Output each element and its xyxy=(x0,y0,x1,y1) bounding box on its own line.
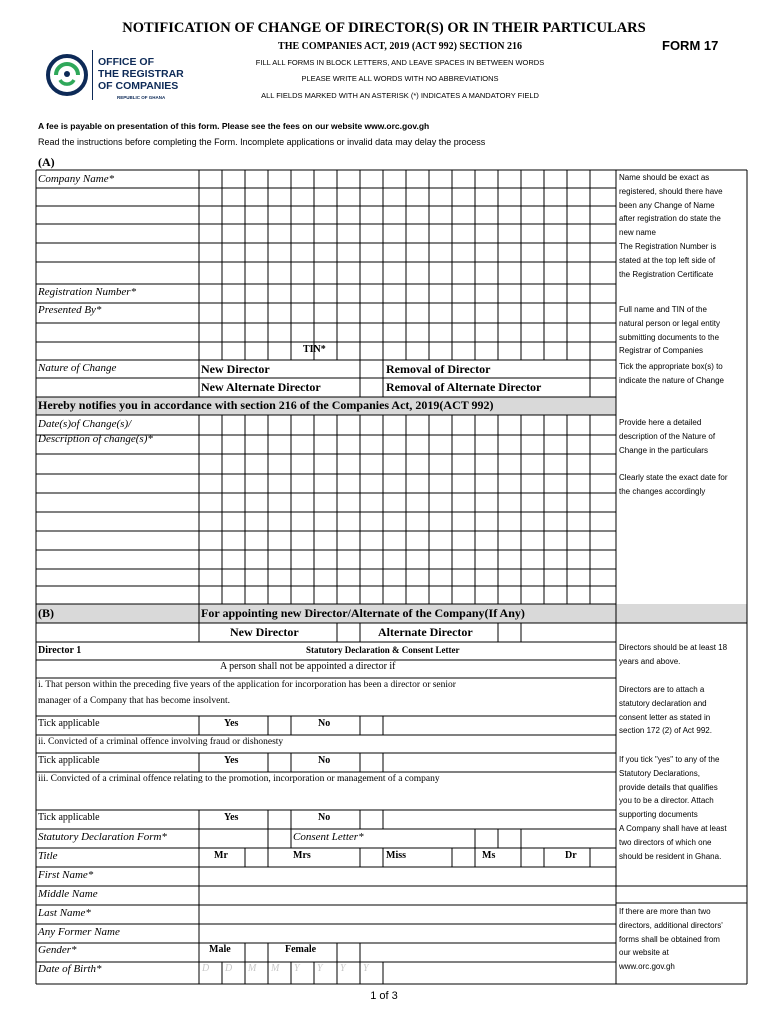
note-description xyxy=(619,416,745,457)
note-line: Directors are to attach a xyxy=(619,685,705,694)
yes-3: Yes xyxy=(224,812,239,823)
note-line: provide details that qualifies xyxy=(619,782,718,792)
note-line: you to be a director. Attach xyxy=(619,796,714,806)
note-line: section 172 (2) of Act 992. xyxy=(619,726,712,736)
title-miss: Miss xyxy=(386,850,406,861)
condition-1a: i. That person within the preceding five years of the application for incorporation has been a director or senior xyxy=(38,680,456,690)
new-director-option: New Director xyxy=(201,362,270,376)
fee-notice: A fee is payable on presentation of this form. Please see the fees on our website www.orc.gov.gh xyxy=(38,121,430,131)
title-dr: Dr xyxy=(565,850,577,861)
middle-name-label: Middle Name xyxy=(38,888,98,900)
statutory-heading: Statutory Declaration & Consent Letter xyxy=(306,645,460,655)
gender-label: Gender* xyxy=(38,944,77,956)
former-name-label: Any Former Name xyxy=(38,926,120,938)
notify-banner: Hereby notifies you in accordance with section 216 of the Companies Act, 2019(ACT 992) xyxy=(38,398,494,412)
title-ms: Ms xyxy=(482,850,496,861)
new-alternate-option: New Alternate Director xyxy=(201,380,321,394)
note-line: Directors should be at least 18 xyxy=(619,643,728,652)
dob-label: Date of Birth* xyxy=(38,963,102,975)
note-line: natural person or legal entity xyxy=(619,318,720,328)
note-more-directors xyxy=(619,905,745,974)
removal-director-option: Removal of Director xyxy=(386,362,491,376)
note-line: directors, additional directors' xyxy=(619,920,723,930)
dob-placeholder: Y xyxy=(317,963,323,974)
note-line: registered, should there have xyxy=(619,186,723,196)
note-line: If there are more than two xyxy=(619,907,711,916)
note-resident xyxy=(619,822,745,863)
form-title: NOTIFICATION OF CHANGE OF DIRECTOR(S) OR IN THEIR PARTICULARS xyxy=(122,20,646,36)
note-age xyxy=(619,641,745,669)
title-mrs: Mrs xyxy=(293,850,311,861)
gender-male: Male xyxy=(209,944,231,955)
condition-2: ii. Convicted of a criminal offence involving fraud or dishonesty xyxy=(38,737,284,747)
dob-placeholder: M xyxy=(248,963,257,974)
note-line: stated at the top left side of xyxy=(619,255,716,265)
no-3: No xyxy=(318,812,331,823)
note-yes xyxy=(619,753,745,822)
title-mr: Mr xyxy=(214,850,228,861)
note-tick xyxy=(619,360,745,388)
yes-2: Yes xyxy=(224,755,239,766)
note-line: Name should be exact as xyxy=(619,173,710,182)
section-a-label: (A) xyxy=(38,155,55,169)
presented-by-label: Presented By* xyxy=(38,304,102,316)
no-1: No xyxy=(318,718,331,729)
date-change-label: Date(s)of Change(s)/ xyxy=(38,418,132,430)
consent-letter-label: Consent Letter* xyxy=(293,831,364,843)
note-line: new name xyxy=(619,228,656,238)
note-line: Statutory Declarations, xyxy=(619,768,700,778)
note-line: years and above. xyxy=(619,656,681,666)
note-line: www.orc.gov.gh xyxy=(619,962,675,972)
last-name-label: Last Name* xyxy=(38,907,91,919)
note-line: Full name and TIN of the xyxy=(619,305,707,314)
tick-applicable-2: Tick applicable xyxy=(38,755,100,766)
note-line: submitting documents to the xyxy=(619,332,720,342)
note-line: our website at xyxy=(619,948,669,958)
note-line: Change in the particulars xyxy=(619,445,708,455)
note-line: statutory declaration and xyxy=(619,698,707,708)
first-name-label: First Name* xyxy=(38,869,94,881)
note-attach xyxy=(619,683,745,738)
company-name-label: Company Name* xyxy=(38,173,115,185)
note-line: Registrar of Companies xyxy=(619,346,704,356)
tick-applicable-3: Tick applicable xyxy=(38,812,100,823)
page-number: 1 of 3 xyxy=(370,990,398,1002)
director-1-label: Director 1 xyxy=(38,645,82,656)
note-company-name xyxy=(619,171,745,281)
instructions-notice: Read the instructions before completing the Form. Incomplete applications or invalid data may delay the process xyxy=(38,137,486,147)
registration-number-label: Registration Number* xyxy=(38,286,137,298)
note-line: the changes accordingly xyxy=(619,486,706,496)
dob-placeholder: D xyxy=(225,963,233,974)
removal-alternate-option: Removal of Alternate Director xyxy=(386,380,542,394)
dob-placeholder: Y xyxy=(294,963,300,974)
note-line: two directors of which one xyxy=(619,837,712,847)
note-line: should be resident in Ghana. xyxy=(619,851,722,861)
title-label: Title xyxy=(38,850,58,862)
statutory-form-label: Statutory Declaration Form* xyxy=(38,831,167,843)
note-line: A Company shall have at least xyxy=(619,824,727,833)
act-reference: THE COMPANIES ACT, 2019 (ACT 992) SECTION 216 xyxy=(278,41,522,52)
instruction-block-letters: FILL ALL FORMS IN BLOCK LETTERS, AND LEAVE SPACES IN BETWEEN WORDS xyxy=(255,58,545,67)
note-line: after registration do state the xyxy=(619,214,721,224)
dob-placeholder: M xyxy=(271,963,280,974)
nature-of-change-label: Nature of Change xyxy=(38,362,117,374)
note-date xyxy=(619,471,745,499)
note-line: If you tick "yes" to any of the xyxy=(619,755,720,764)
note-line: been any Change of Name xyxy=(619,200,715,210)
note-line: consent letter as stated in xyxy=(619,712,711,722)
section-b-label: (B) xyxy=(38,606,54,620)
note-line: description of the Nature of xyxy=(619,431,716,441)
note-line: indicate the nature of Change xyxy=(619,375,724,385)
description-change-label: Description of change(s)* xyxy=(38,433,153,445)
condition-1b: manager of a Company that has become insolvent. xyxy=(38,696,231,706)
form-number: FORM 17 xyxy=(662,38,719,53)
note-line: the Registration Certificate xyxy=(619,269,714,279)
dob-placeholder: Y xyxy=(363,963,369,974)
not-appointed-text: A person shall not be appointed a director if xyxy=(220,661,396,672)
no-2: No xyxy=(318,755,331,766)
tin-label: TIN* xyxy=(303,344,326,355)
b-new-director-option: New Director xyxy=(230,625,299,639)
note-line: forms shall be obtained from xyxy=(619,934,720,944)
instruction-mandatory: ALL FIELDS MARKED WITH AN ASTERISK (*) INDICATES A MANDATORY FIELD xyxy=(261,91,539,100)
tick-applicable-1: Tick applicable xyxy=(38,718,100,729)
dob-placeholder: D xyxy=(202,963,210,974)
note-presenter xyxy=(619,303,745,358)
section-b-banner: For appointing new Director/Alternate of the Company(If Any) xyxy=(201,606,525,620)
instruction-no-abbreviations: PLEASE WRITE ALL WORDS WITH NO ABBREVIATIONS xyxy=(301,74,499,83)
logo-country: REPUBLIC OF GHANA xyxy=(117,95,166,100)
note-line: Tick the appropriate box(s) to xyxy=(619,362,723,371)
b-alternate-director-option: Alternate Director xyxy=(378,625,473,639)
note-line: supporting documents xyxy=(619,810,698,820)
note-line: The Registration Number is xyxy=(619,241,717,251)
logo-text: OFFICE OF THE REGISTRAR OF COMPANIES xyxy=(98,56,184,92)
condition-3: iii. Convicted of a criminal offence relating to the promotion, incorporation or management of a company xyxy=(38,774,440,784)
note-line: Clearly state the exact date for xyxy=(619,473,728,482)
note-line: Provide here a detailed xyxy=(619,418,702,427)
gender-female: Female xyxy=(285,944,317,955)
dob-placeholder: Y xyxy=(340,963,346,974)
yes-1: Yes xyxy=(224,718,239,729)
